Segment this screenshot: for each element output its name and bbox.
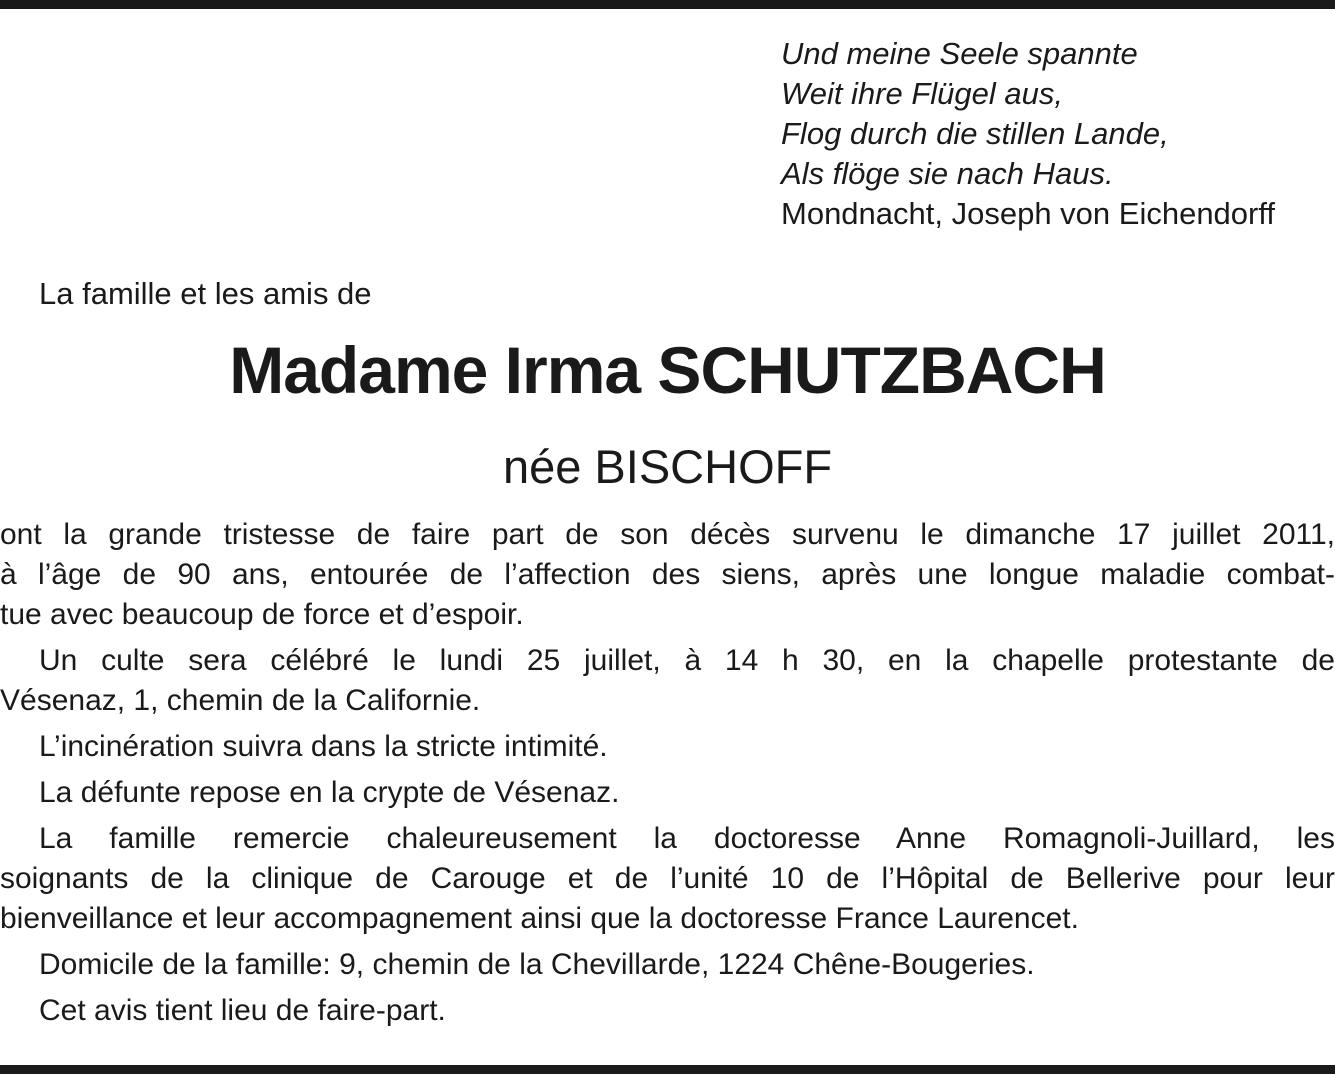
text-line: Vésenaz, 1, chemin de la Californie.	[0, 684, 481, 717]
paragraph-crypt: La défunte repose en la crypte de Vésenaz.	[39, 776, 620, 809]
paragraph-closing: Cet avis tient lieu de faire-part.	[39, 994, 446, 1027]
poem-line: Weit ihre Flügel aus,	[781, 76, 1063, 111]
text-line: tue avec beaucoup de force et d’espoir.	[0, 598, 524, 631]
poem-line: Flog durch die stillen Lande,	[781, 116, 1169, 151]
text-line: soignants de la clinique de Carouge et de l’unité 10 de l’Hôpital de Bellerive pour leur	[0, 862, 1335, 895]
deceased-name: Madame Irma SCHUTZBACH	[229, 333, 1106, 407]
paragraph-death-notice	[0, 515, 1335, 635]
paragraph-service	[0, 641, 1335, 721]
paragraph-cremation: L’incinération suivra dans la stricte intimité.	[39, 730, 608, 763]
text-line: à l’âge de 90 ans, entourée de l’affection des siens, après une longue maladie combat-	[0, 558, 1335, 591]
paragraph-thanks	[0, 819, 1335, 939]
announcement-body	[0, 515, 1335, 1037]
text-line: La famille remercie chaleureusement la doctoresse Anne Romagnoli-Juillard, les	[39, 822, 1335, 855]
text-line: Un culte sera célébré le lundi 25 juillet, à 14 h 30, en la chapelle protestante de	[39, 644, 1335, 677]
bottom-rule	[0, 1065, 1335, 1074]
poem-epigraph	[781, 34, 1331, 234]
poem-line: Und meine Seele spannte	[781, 36, 1138, 71]
text-line: ont la grande tristesse de faire part de son décès survenu le dimanche 17 juillet 2011,	[0, 518, 1335, 551]
paragraph-address: Domicile de la famille: 9, chemin de la Chevillarde, 1224 Chêne-Bougeries.	[39, 948, 1035, 981]
poem-credit: Mondnacht, Joseph von Eichendorff	[781, 196, 1276, 231]
maiden-name: née BISCHOFF	[502, 440, 833, 493]
top-rule	[0, 0, 1335, 9]
text-line: bienveillance et leur accompagnement ainsi que la doctoresse France Laurencet.	[0, 902, 1079, 935]
intro-text: La famille et les amis de	[39, 276, 372, 311]
poem-line: Als flöge sie nach Haus.	[781, 156, 1114, 191]
